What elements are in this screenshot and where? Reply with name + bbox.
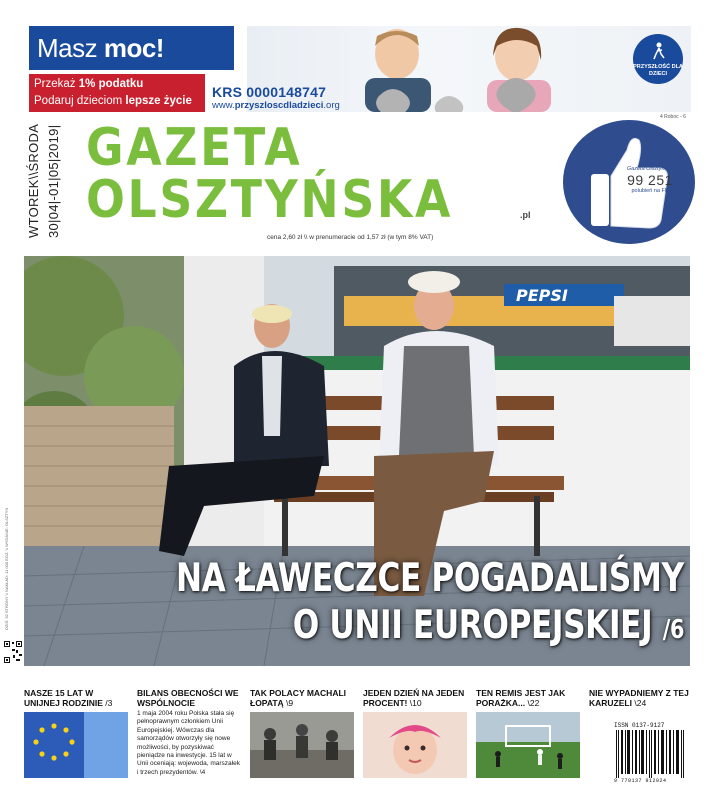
ad-badge-text: PRZYSZŁOŚĆ DLA DZIECI bbox=[633, 64, 683, 77]
main-headline-line2-text: O UNII EUROPEJSKIEJ bbox=[292, 603, 653, 648]
facebook-sub: polubień na FB bbox=[631, 188, 669, 194]
teaser-title bbox=[24, 688, 128, 708]
teaser-title bbox=[476, 688, 580, 708]
masthead-domain: .pl bbox=[520, 210, 531, 220]
teaser-page: \24 bbox=[634, 698, 647, 708]
teaser-thumb-football bbox=[476, 712, 580, 778]
ad-slogan-plain: Masz bbox=[37, 33, 104, 63]
side-print-info bbox=[4, 270, 12, 630]
teaser-page: \22 bbox=[527, 698, 540, 708]
ad-line1-plain: Przekaż bbox=[34, 78, 79, 90]
teaser-title bbox=[250, 688, 354, 708]
issue-weekdays: WTOREK\\ŚRODA bbox=[26, 123, 41, 238]
ad-www-suffix: .org bbox=[323, 100, 340, 111]
main-photo[interactable] bbox=[24, 256, 690, 666]
teaser-title-text: NIE WYPADNIEMY Z TEJ KARUZELI bbox=[589, 688, 689, 708]
ad-line2-plain: Podaruj dzieciom bbox=[34, 95, 126, 107]
workers-photo-icon bbox=[250, 712, 354, 778]
teaser-page: \10 bbox=[409, 698, 422, 708]
teaser-title-text: TEN REMIS JEST JAK PORAŻKA... bbox=[476, 688, 566, 708]
facebook-count-block bbox=[615, 166, 685, 194]
masthead-title-line2: OLSZTYŃSKA bbox=[86, 170, 454, 230]
facebook-likes-badge[interactable] bbox=[563, 120, 695, 244]
teaser-title bbox=[589, 688, 693, 708]
main-headline-page: /6 bbox=[662, 615, 684, 645]
teaser-title-text: BILANS OBECNOŚCI WE WSPÓLNOCIE bbox=[137, 688, 239, 708]
qr-code-icon bbox=[3, 640, 23, 664]
teaser-item[interactable] bbox=[24, 688, 128, 788]
masthead-logo[interactable] bbox=[72, 118, 562, 238]
teaser-title-text: TAK POLACY MACHALI ŁOPATĄ bbox=[250, 688, 347, 708]
masthead-title-line1: GAZETA bbox=[86, 118, 303, 178]
issue-dates: 30|04|-01|05|2019| bbox=[46, 124, 61, 238]
ad-www-bold: przyszloscdladzieci bbox=[234, 100, 324, 111]
ad-line1-bold: 1% podatku bbox=[78, 78, 144, 90]
teaser-thumb-child bbox=[363, 712, 467, 778]
teaser-item[interactable] bbox=[137, 688, 241, 788]
barcode-icon bbox=[614, 730, 688, 778]
svg-text:PEPSI: PEPSI bbox=[516, 286, 568, 305]
eu-flag-icon bbox=[24, 712, 128, 778]
teaser-page: /3 bbox=[105, 698, 113, 708]
teaser-title-text: JEDEN DZIEŃ NA JEDEN PROCENT! bbox=[363, 688, 465, 708]
main-headline-line2[interactable] bbox=[293, 603, 684, 648]
ad-banner[interactable] bbox=[29, 26, 691, 112]
ad-krs-number: KRS 0000148747 bbox=[212, 84, 327, 100]
ad-red-box bbox=[29, 74, 205, 112]
teaser-strip bbox=[24, 688, 690, 796]
teaser-thumb-eu-flag bbox=[24, 712, 128, 778]
main-headline-line1[interactable]: NA ŁAWECZCE POGADALIŚMY bbox=[176, 556, 684, 601]
teaser-title-text: NASZE 15 LAT W UNIJNEJ RODZINIE bbox=[24, 688, 103, 708]
ean-number: 9 770137 912024 bbox=[614, 778, 667, 784]
side-print-text: DZIŚ: 32 STRONY \\ NAKŁAD: 11 000 EGZ. \\ WYDANIE: OLSZTYN bbox=[4, 507, 9, 630]
child-figure-icon bbox=[652, 42, 665, 60]
teaser-title bbox=[363, 688, 467, 708]
ad-text-block bbox=[29, 26, 234, 112]
issn-number: ISSN 0137-9127 bbox=[614, 722, 665, 729]
ad-krs-block bbox=[212, 84, 352, 111]
ad-badge bbox=[633, 34, 683, 84]
child-photo-icon bbox=[363, 712, 467, 778]
facebook-label: Gazeta Olsztyńska bbox=[626, 166, 674, 172]
teaser-item[interactable] bbox=[363, 688, 467, 788]
teaser-thumb-workers bbox=[250, 712, 354, 778]
issue-date bbox=[24, 123, 68, 238]
teaser-page: \9 bbox=[286, 698, 294, 708]
ad-slogan-bold: moc! bbox=[103, 33, 164, 63]
football-photo-icon bbox=[476, 712, 580, 778]
teaser-item[interactable] bbox=[476, 688, 580, 788]
teaser-body: 1 maja 2004 roku Polska stała się pełnoprawnym członkiem Unii Europejskiej. Wówczas dla samorządów otworzyły się nowe możliwości, by pozyskiwać pieniądze na inwestycje. 15 lat w Unii oceniają: wojewoda, marszałek i trzech prezydentów. \4 bbox=[137, 710, 240, 776]
ad-line2-bold: lepsze życie bbox=[125, 95, 192, 107]
ad-website[interactable] bbox=[212, 100, 352, 111]
price-info: cena 2,60 zł \\ w prenumeracie od 1,57 zł (w tym 8% VAT) bbox=[267, 234, 434, 241]
ad-www-prefix: www. bbox=[212, 100, 235, 111]
issue-tiny-note: 4 Roboc - 6 bbox=[660, 114, 686, 120]
ad-slogan bbox=[29, 26, 234, 70]
teaser-item[interactable] bbox=[250, 688, 354, 788]
facebook-count: 99 251 bbox=[627, 172, 673, 188]
teaser-title bbox=[137, 688, 241, 708]
